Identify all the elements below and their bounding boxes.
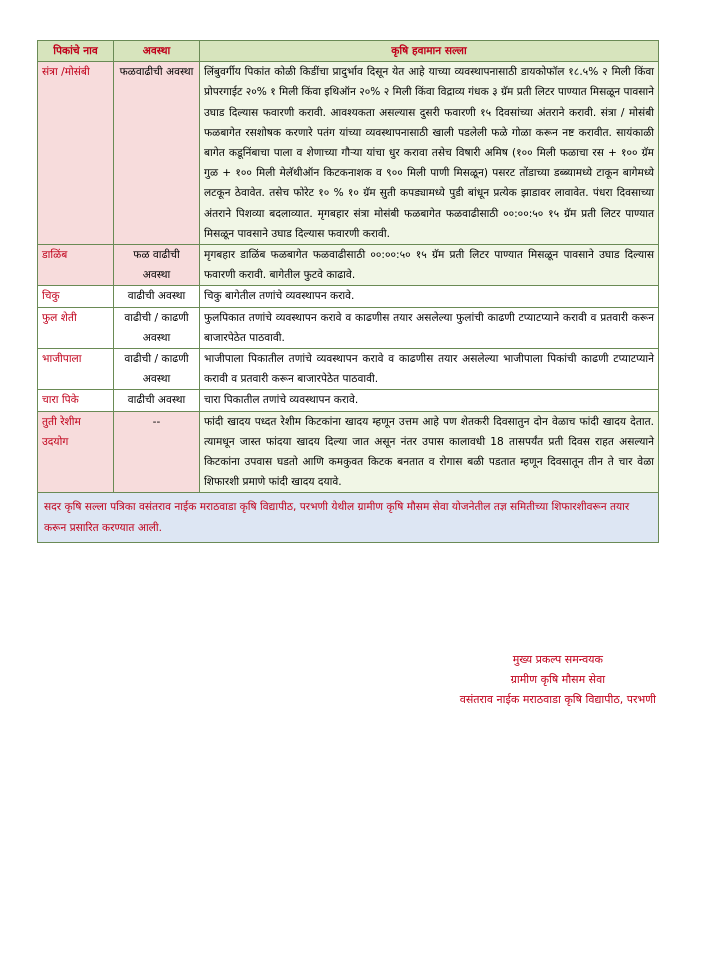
crop-name: चिकु	[38, 286, 114, 307]
table-row-floriculture	[38, 307, 659, 348]
crop-stage: वाढीची अवस्था	[114, 286, 200, 307]
signature-line-university: वसंतराव नाईक मराठवाडा कृषि विद्यापीठ, परभणी	[459, 693, 656, 706]
table-row-vegetables	[38, 349, 659, 390]
crop-advice: चिकु बागेतील तणांचे व्यवस्थापन करावे.	[200, 286, 659, 307]
table-row-orange-mosambi	[38, 62, 659, 245]
crop-advice: चारा पिकातील तणांचे व्यवस्थापन करावे.	[200, 390, 659, 411]
crop-name: चारा पिके	[38, 390, 114, 411]
table-footer-row	[38, 493, 659, 542]
crop-advice: फुलपिकात तणांचे व्यवस्थापन करावे व काढणीस तयार असलेल्या फुलांची काढणी टप्याटप्याने करावी व प्रतवारी करून बाजारपेठेत पाठवावी.	[200, 307, 659, 348]
table-row-chiku	[38, 286, 659, 307]
crop-advice: लिंबुवर्गीय पिकांत कोळी किडींचा प्रादुर्भाव दिसून येत आहे याच्या व्यवस्थापनासाठी डायकोफॉल १८.५% २ मिली किंवा प्रोपरगाईट २०% १ मिली किंवा इथिऑन २०% २ मिली किंवा विद्राव्य गंधक ३ ग्रॅम प्रती लिटर पाण्यात मिसळून पावसाने उघाड दिल्यास फवारणी करावी. आवश्यकता असल्यास दुसरी फवारणी १५ दिवसांच्या अंतराने करावी. संत्रा / मोसंबी फळबागेत रसशोषक करणारे पतंग यांच्या व्यवस्थापनासाठी खाली पडलेली फळे गोळा करून नष्ट करावीत. सायंकाळी बागेत कडूनिंबाचा पाला व शेणाच्या गौऱ्या यांचा धुर करावा तसेच विषारी अमिष (१०० मिली फळाचा रस + १०० ग्रॅम गुळ + १०० मिली मेलॅथीऑन किटकनाशक व ९०० मिली पाणी मिसळून) पसरट तोंडाच्या डब्ब्यामध्ये टाकून बागेमध्ये लटकून ठेवावेत. तसेच फोरेट १० % १० ग्रॅम सुती कपड्यामध्ये पुडी बांधून प्रत्येक झाडावर लावावेत. पंधरा दिवसाच्या अंतराने पिशव्या बदलाव्यात. मृगबहार संत्रा मोसंबी फळबागेत फळवाढीसाठी ००:००:५० १५ ग्रॅम प्रती लिटर पाण्यात मिसळून पावसाने उघाड दिल्यास फवारणी करावी.	[200, 62, 659, 245]
table-header-row	[38, 41, 659, 62]
advisory-table	[37, 40, 659, 543]
crop-advice: भाजीपाला पिकातील तणांचे व्यवस्थापन करावे व काढणीस तयार असलेल्या भाजीपाला पिकांची काढणी टप्याटप्याने करावी व प्रतवारी करून बाजारपेठेत पाठवावी.	[200, 349, 659, 390]
crop-name: संत्रा /मोसंबी	[38, 62, 114, 245]
crop-name: फुल शेती	[38, 307, 114, 348]
crop-stage: वाढीची / काढणी अवस्था	[114, 307, 200, 348]
signature-line-service: ग्रामीण कृषि मौसम सेवा	[510, 673, 606, 686]
signature-line-coordinator: मुख्य प्रकल्प समन्वयक	[512, 653, 604, 666]
signature-block	[460, 650, 656, 710]
crop-stage: फळ वाढीची अवस्था	[114, 245, 200, 286]
header-crop-name: पिकांचे नाव	[38, 41, 114, 62]
crop-advice: फांदी खादय पध्दत रेशीम किटकांना खादय म्हणून उत्तम आहे पण शेतकरी दिवसातुन दोन वेळाच फांदी खादय देतात. त्यामधून जास्त फांदया खादय दिल्या जात असून नंतर उपास कालावधी 18 तासपर्यंत प्रती दिवस राहत असल्याने किटकांना उपवास घडतो आणि कमकुवत किटक बनतात व रोगास बळी पडतात म्हणून दिवसातून तीन ते चार वेळा शिफारशी प्रमाणे फांदी खादय दयावे.	[200, 411, 659, 493]
crop-stage: वाढीची अवस्था	[114, 390, 200, 411]
crop-name: डाळिंब	[38, 245, 114, 286]
table-row-sericulture	[38, 411, 659, 493]
crop-name: भाजीपाला	[38, 349, 114, 390]
crop-stage: --	[114, 411, 200, 493]
table-row-pomegranate	[38, 245, 659, 286]
crop-stage: वाढीची / काढणी अवस्था	[114, 349, 200, 390]
header-advisory: कृषि हवामान सल्ला	[200, 41, 659, 62]
crop-name: तुती रेशीम उदयोग	[38, 411, 114, 493]
table-row-fodder	[38, 390, 659, 411]
footer-note: सदर कृषि सल्ला पत्रिका वसंतराव नाईक मराठवाडा कृषि विद्यापीठ, परभणी येथील ग्रामीण कृषि मौसम सेवा योजनेतील तज्ञ समितीच्या शिफारशीवरून तयार करून प्रसारित करण्यात आली.	[38, 493, 659, 542]
crop-stage: फळवाढीची अवस्था	[114, 62, 200, 245]
header-stage: अवस्था	[114, 41, 200, 62]
crop-advice: मृगबहार डाळिंब फळबागेत फळवाढीसाठी ००:००:५० १५ ग्रॅम प्रती लिटर पाण्यात मिसळून पावसाने उघाड दिल्यास फवारणी करावी. बागेतील फुटवे काढावे.	[200, 245, 659, 286]
